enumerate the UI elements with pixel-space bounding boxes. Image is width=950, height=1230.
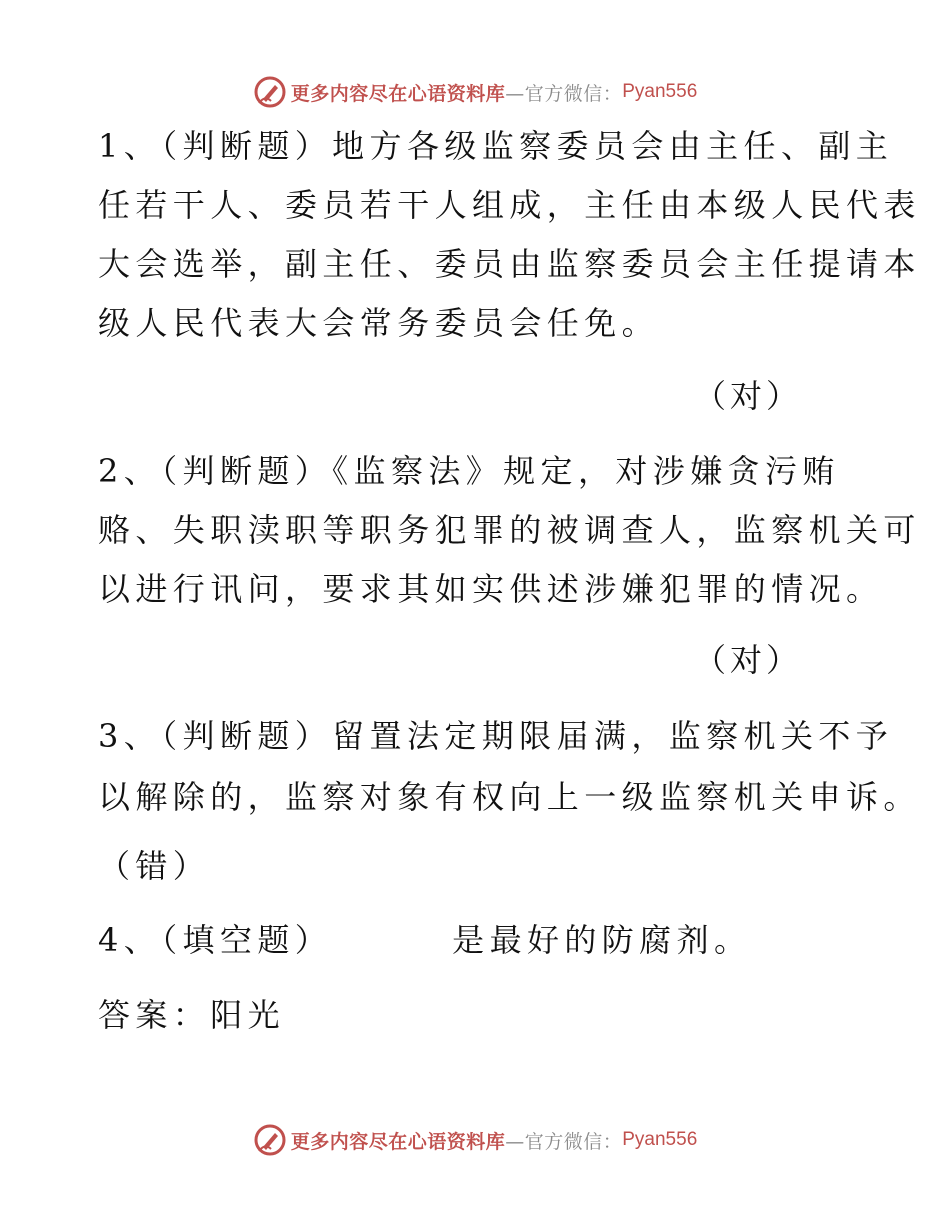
pen-logo-icon — [253, 75, 287, 109]
watermark-brand-text: 更多内容尽在心语资料库 — [290, 82, 506, 105]
question-4-suffix: 是最好的防腐剂。 — [452, 921, 752, 959]
watermark-header — [0, 72, 950, 112]
question-2-line-2: 赂、失职渎职等职务犯罪的被调查人，监察机关可 — [98, 511, 921, 549]
question-2-line-1: 2、（判断题）《监察法》规定，对涉嫌贪污贿 — [98, 452, 840, 490]
question-1-line-3: 大会选举，副主任、委员由监察委员会主任提请本 — [98, 245, 921, 283]
question-1-line-2: 任若干人、委员若干人组成，主任由本级人民代表 — [98, 186, 921, 224]
question-3-line-2: 以解除的，监察对象有权向上一级监察机关申诉。 — [98, 778, 921, 816]
watermark-wechat-label: —官方微信： — [505, 1130, 623, 1153]
question-2-answer: （对） — [693, 641, 802, 679]
watermark-wechat-id: Pyan556 — [622, 1129, 698, 1150]
watermark-wechat-label: —官方微信： — [505, 82, 623, 105]
watermark-wechat-id: Pyan556 — [622, 81, 698, 102]
watermark-footer — [0, 1120, 950, 1160]
question-1-line-1: 1、（判断题）地方各级监察委员会由主任、副主 — [98, 127, 894, 165]
watermark-brand-text: 更多内容尽在心语资料库 — [290, 1130, 506, 1153]
question-4-answer: 答案：阳光 — [98, 996, 286, 1034]
question-4-prefix: 4、（填空题） — [98, 921, 333, 959]
question-3-line-1: 3、（判断题）留置法定期限届满，监察机关不予 — [98, 717, 894, 755]
question-2-line-3: 以进行讯问，要求其如实供述涉嫌犯罪的情况。 — [98, 570, 884, 608]
question-3-answer: （错） — [98, 847, 211, 885]
question-4-line — [98, 920, 751, 960]
question-1-line-4: 级人民代表大会常务委员会任免。 — [98, 304, 660, 342]
pen-logo-icon — [253, 1123, 287, 1157]
question-1-answer: （对） — [693, 377, 802, 415]
